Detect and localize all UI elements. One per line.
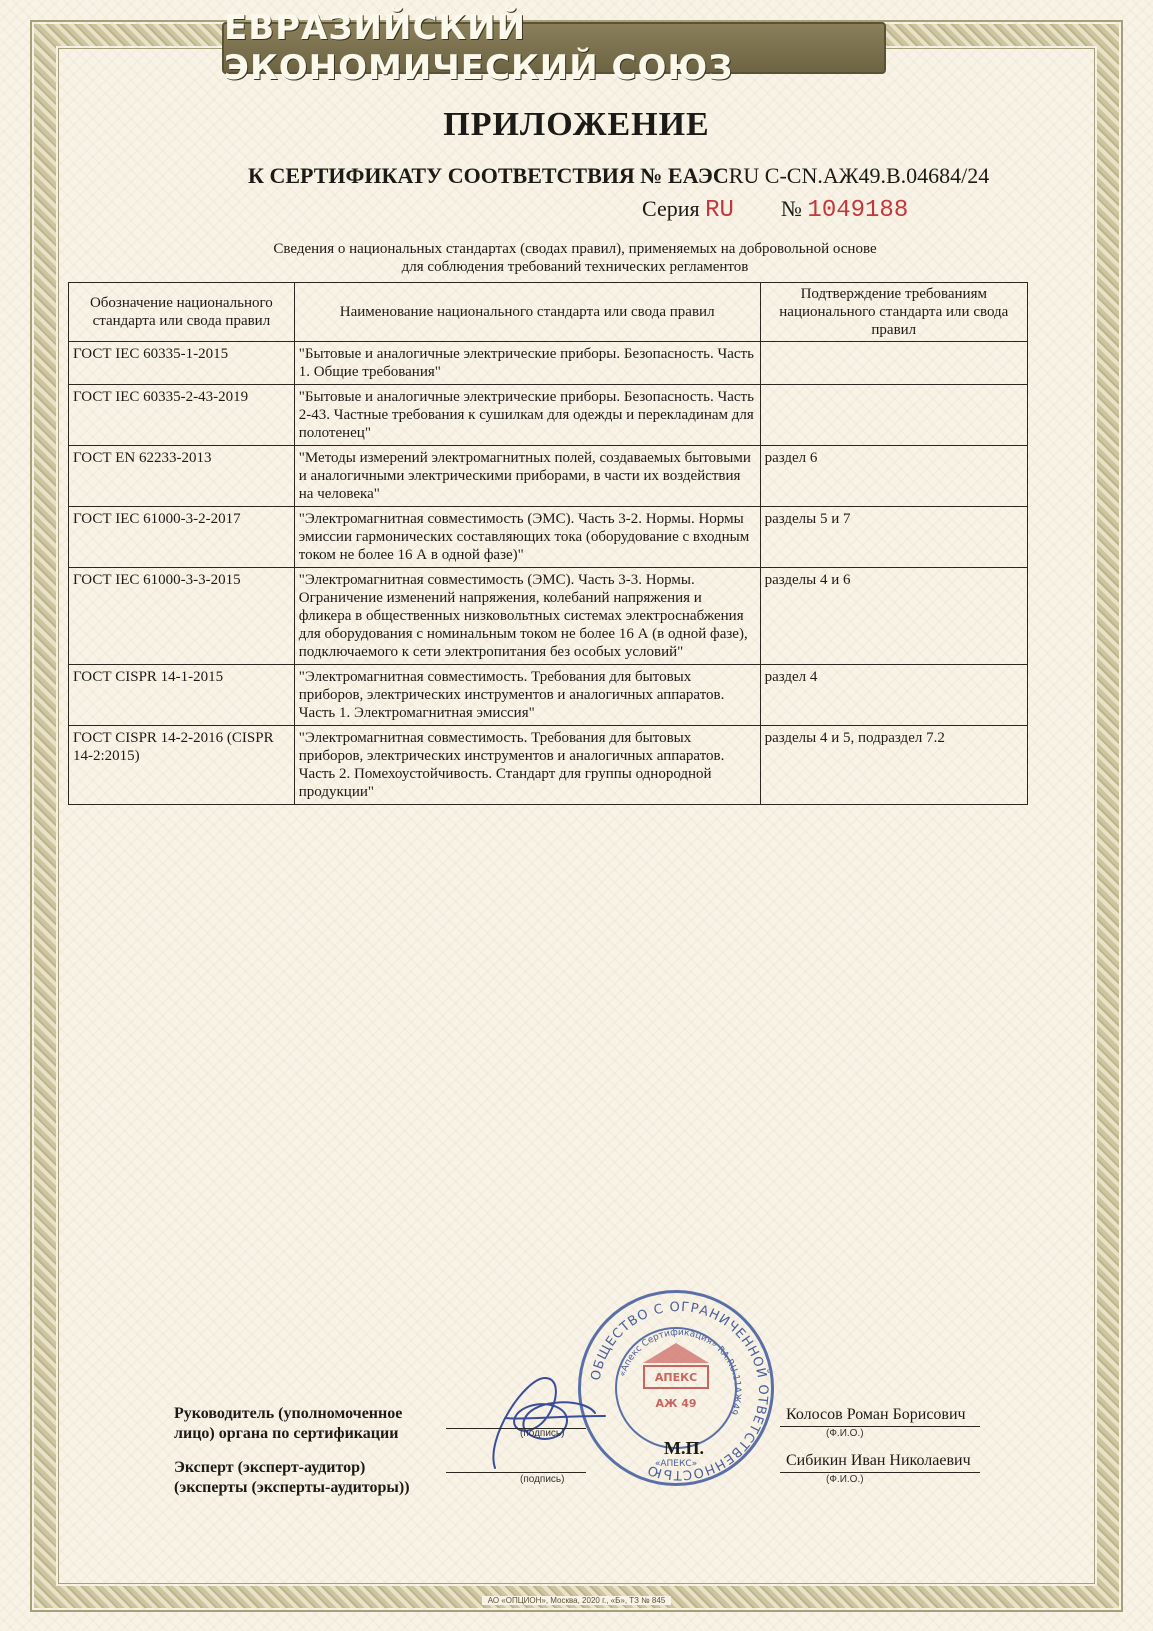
expert-signature-hint: (подпись): [520, 1474, 565, 1485]
stamp-logo: АПЕКС: [643, 1365, 709, 1389]
head-name-hint: (Ф.И.О.): [826, 1428, 864, 1439]
standard-confirm: разделы 4 и 5, подраздел 7.2: [760, 726, 1027, 805]
union-banner: ЕВРАЗИЙСКИЙ ЭКОНОМИЧЕСКИЙ СОЮЗ: [222, 22, 886, 74]
stamp-logo-icon: [643, 1343, 709, 1363]
head-name-line: [780, 1426, 980, 1427]
standard-confirm: раздел 4: [760, 665, 1027, 726]
standard-name: "Методы измерений электромагнитных полей, создаваемых бытовыми и аналогичными электрическими приборами, в части их воздействия на человека": [294, 446, 760, 507]
standard-confirm: разделы 4 и 6: [760, 568, 1027, 665]
head-signature-hint: (подпись): [520, 1428, 565, 1439]
table-row: [69, 507, 1028, 568]
table-row: [69, 342, 1028, 385]
standard-code: ГОСТ IEC 60335-2-43-2019: [69, 385, 295, 446]
stamp-code: АЖ 49: [655, 1397, 697, 1410]
standard-confirm: раздел 6: [760, 446, 1027, 507]
standard-code: ГОСТ CISPR 14-2-2016 (CISPR 14-2:2015): [69, 726, 295, 805]
series-line: [642, 196, 908, 224]
standard-name: "Бытовые и аналогичные электрические приборы. Безопасность. Часть 1. Общие требования": [294, 342, 760, 385]
standard-name: "Электромагнитная совместимость (ЭМС). Часть 3-3. Нормы. Ограничение изменений напряжения, колебаний напряжения и фликера в общественных низковольтных системах электроснабжения для оборудования с номинальным током не более 16 А (в одной фазе), подключаемого к сети электропитания без особых условий": [294, 568, 760, 665]
handwritten-signature: [455, 1358, 615, 1478]
printer-imprint: [0, 1596, 1153, 1605]
certificate-line: [248, 163, 1008, 189]
blank-number-value: 1049188: [807, 197, 909, 224]
table-row: [69, 665, 1028, 726]
series-label: Серия: [642, 196, 700, 221]
intro-text: [150, 240, 1000, 276]
intro-line-1: Сведения о национальных стандартах (сводах правил), применяемых на добровольной основе: [273, 241, 877, 257]
column-header-name: Наименование национального стандарта или свода правил: [294, 283, 760, 342]
standard-code: ГОСТ IEC 60335-1-2015: [69, 342, 295, 385]
head-signature-line: [446, 1428, 586, 1429]
expert-name-hint: (Ф.И.О.): [826, 1474, 864, 1485]
standard-name: "Электромагнитная совместимость. Требования для бытовых приборов, электрических инструментов и аналогичных аппаратов. Часть 2. Помехоустойчивость. Стандарт для группы однородной продукции": [294, 726, 760, 805]
standard-name: "Электромагнитная совместимость (ЭМС). Часть 3-2. Нормы. Нормы эмиссии гармонических составляющих тока (оборудование с входным током не более 16 А в одной фазе)": [294, 507, 760, 568]
standard-confirm: разделы 5 и 7: [760, 507, 1027, 568]
expert-role: [174, 1458, 410, 1498]
svg-text:«Апекс Сертификация» RA.RU.11А: «Апекс Сертификация» RA.RU.11АЖ49: [617, 1327, 743, 1416]
standard-code: ГОСТ IEC 61000-3-2-2017: [69, 507, 295, 568]
standard-code: ГОСТ CISPR 14-1-2015: [69, 665, 295, 726]
head-role-line-1: Руководитель (уполномоченное: [174, 1405, 403, 1422]
certificate-number: RU C-CN.АЖ49.В.04684/24: [728, 163, 990, 188]
standard-name: "Бытовые и аналогичные электрические приборы. Безопасность. Часть 2-43. Частные требования к сушилкам для одежды и перекладинам для полотенец": [294, 385, 760, 446]
column-header-confirm: Подтверждение требованиям национального стандарта или свода правил: [760, 283, 1027, 342]
svg-text:ОБЩЕСТВО С ОГРАНИЧЕННОЙ ОТВЕТС: ОБЩЕСТВО С ОГРАНИЧЕННОЙ ОТВЕТСТВЕННОСТЬЮ: [588, 1299, 771, 1483]
head-role-line-2: лицо) органа по сертификации: [174, 1425, 399, 1442]
certificate-prefix: К СЕРТИФИКАТУ СООТВЕТСТВИЯ № ЕАЭС: [248, 163, 729, 188]
intro-line-2: для соблюдения требований технических регламентов: [401, 259, 749, 275]
printer-text: АО «ОПЦИОН», Москва, 2020 г., «Б», ТЗ № 845: [482, 1596, 672, 1605]
expert-signature-line: [446, 1472, 586, 1473]
standards-table: [68, 282, 1028, 805]
expert-name-line: [780, 1472, 980, 1473]
expert-name: Сибикин Иван Николаевич: [786, 1452, 971, 1469]
page-title: ПРИЛОЖЕНИЕ: [443, 106, 710, 143]
standard-confirm: [760, 385, 1027, 446]
table-row: [69, 568, 1028, 665]
head-role: [174, 1404, 402, 1444]
table-row: [69, 726, 1028, 805]
guilloche-frame-inner: [58, 48, 1095, 1584]
standard-code: ГОСТ IEC 61000-3-3-2015: [69, 568, 295, 665]
stamp-bottom: «АПЕКС»: [654, 1459, 698, 1469]
stamp-place-label: М.П.: [664, 1438, 704, 1458]
expert-role-line-2: (эксперты (эксперты-аудиторы)): [174, 1479, 410, 1496]
standard-confirm: [760, 342, 1027, 385]
blank-number-label: №: [780, 196, 802, 221]
head-name: Колосов Роман Борисович: [786, 1406, 966, 1423]
table-header-row: [69, 283, 1028, 342]
standard-code: ГОСТ EN 62233-2013: [69, 446, 295, 507]
column-header-code: Обозначение национального стандарта или свода правил: [69, 283, 295, 342]
series-value: RU: [705, 197, 734, 224]
standard-name: "Электромагнитная совместимость. Требования для бытовых приборов, электрических инструментов и аналогичных аппаратов. Часть 1. Электромагнитная эмиссия": [294, 665, 760, 726]
table-row: [69, 446, 1028, 507]
table-row: [69, 385, 1028, 446]
expert-role-line-1: Эксперт (эксперт-аудитор): [174, 1459, 366, 1476]
